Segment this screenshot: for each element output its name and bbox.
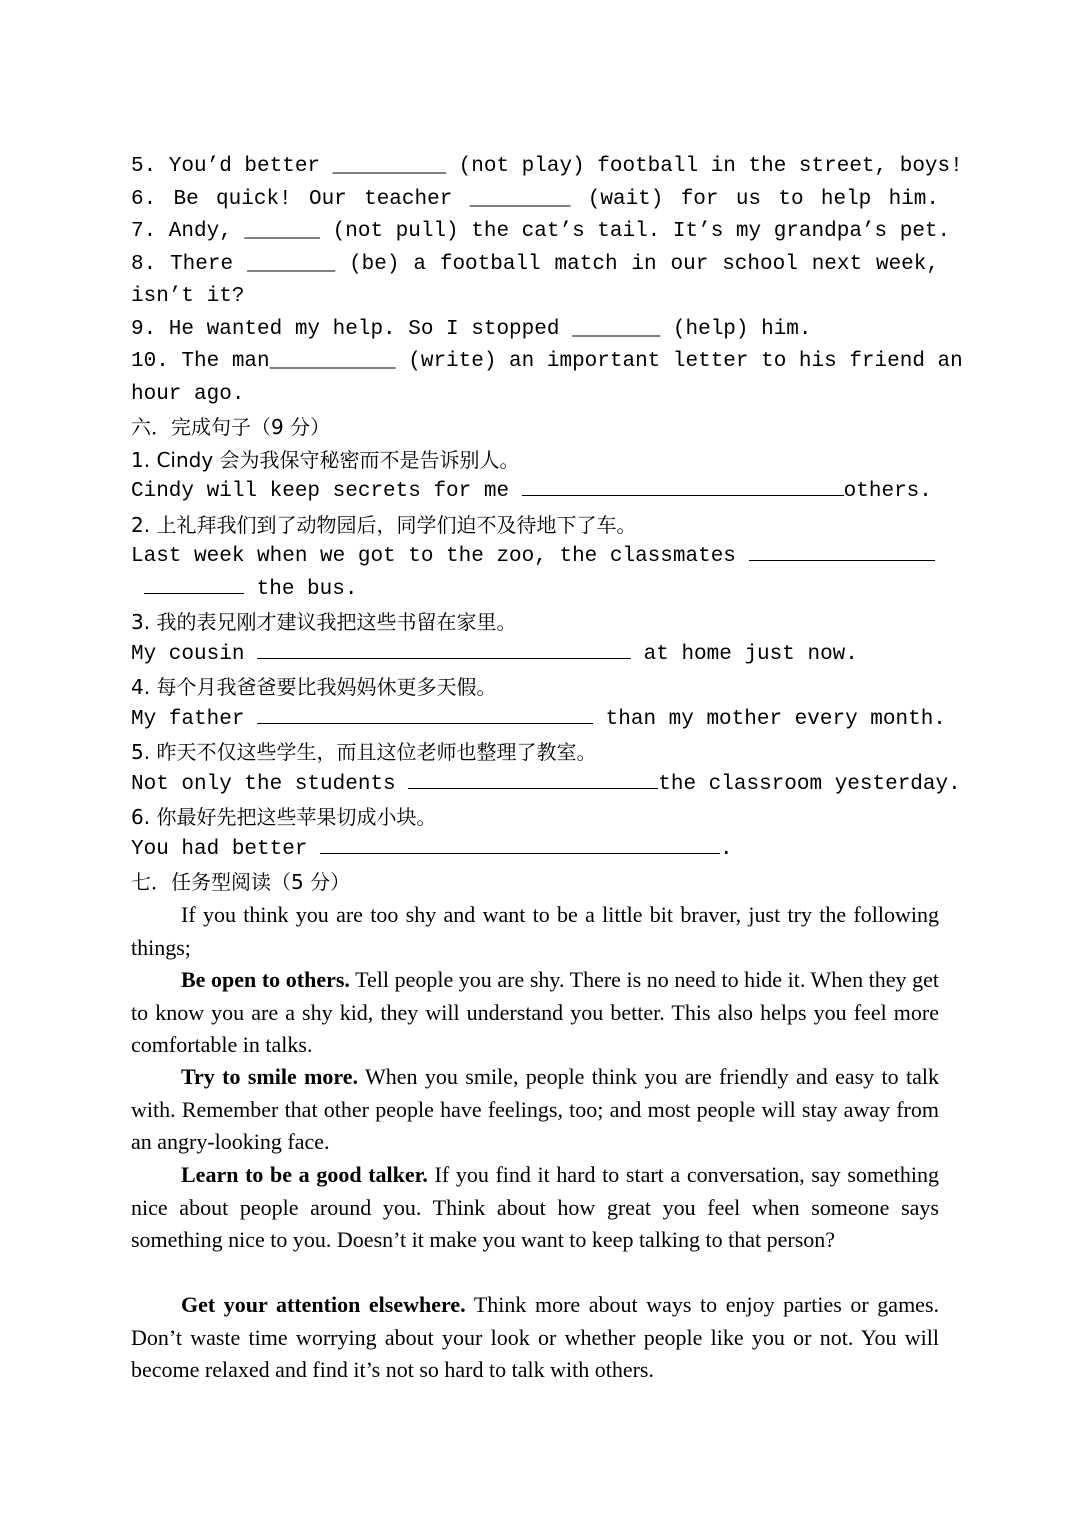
sentence-4-chinese: 4. 每个月我爸爸要比我妈妈休更多天假。 <box>131 675 497 699</box>
paragraph-2-title: Try to smile more. <box>181 1064 359 1089</box>
question-6: 6. Be quick! Our teacher ________ (wait) for us to help him. <box>131 188 939 211</box>
paragraph-4-text: Think more about ways to enjoy parties or games. Don’t waste time worrying about your look or whether people like you or not. You will become relaxed and find it’s not so hard to talk with others. <box>131 1292 940 1382</box>
reading-paragraph-3 <box>131 1159 939 1257</box>
sentence-2-english-line2 <box>131 574 939 606</box>
sentence-1-chinese: 1. Cindy 会为我保守秘密而不是告诉别人。 <box>131 448 520 472</box>
sentence-5-suffix: the classroom yesterday. <box>658 773 961 796</box>
answer-blank[interactable] <box>522 477 844 496</box>
sentence-3-prefix: My cousin <box>131 643 245 666</box>
paragraph-3-title: Learn to be a good talker. <box>181 1162 428 1187</box>
answer-blank[interactable] <box>320 835 720 854</box>
reading-paragraph-4 <box>131 1289 939 1387</box>
sentence-3-suffix: at home just now. <box>643 643 858 666</box>
answer-blank[interactable] <box>408 770 658 789</box>
sentence-6-suffix: . <box>720 838 733 861</box>
sentence-5-chinese: 5. 昨天不仅这些学生，而且这位老师也整理了教室。 <box>131 740 597 764</box>
reading-paragraph-2 <box>131 1061 939 1159</box>
sentence-4-suffix: than my mother every month. <box>605 708 946 731</box>
answer-blank[interactable] <box>749 542 935 561</box>
sentence-1-prefix: Cindy will keep secrets for me <box>131 480 510 503</box>
question-9: 9. He wanted my help. So I stopped _______ (help) him. <box>131 318 812 341</box>
sentence-6-english <box>131 834 939 866</box>
section-6-heading: 六．完成句子（9 分） <box>131 415 331 439</box>
sentence-4-prefix: My father <box>131 708 245 731</box>
reading-paragraph-1 <box>131 964 939 1062</box>
sentence-6-chinese: 6. 你最好先把这些苹果切成小块。 <box>131 805 437 829</box>
sentence-4-english <box>131 704 946 736</box>
sentence-1-suffix: others. <box>843 480 932 503</box>
answer-blank[interactable] <box>257 705 593 724</box>
sentence-1-english <box>131 476 939 508</box>
sentence-3-english <box>131 639 939 671</box>
question-5: 5. You’d better _________ (not play) football in the street, boys! <box>131 155 963 178</box>
paragraph-4-title: Get your attention elsewhere. <box>181 1292 466 1317</box>
sentence-3-chinese: 3. 我的表兄刚才建议我把这些书留在家里。 <box>131 610 517 634</box>
reading-intro <box>131 899 939 964</box>
sentence-2-suffix: the bus. <box>256 578 358 601</box>
sentence-5-english <box>131 769 961 801</box>
sentence-2-prefix: Last week when we got to the zoo, the classmates <box>131 545 736 568</box>
sentence-5-prefix: Not only the students <box>131 773 396 796</box>
paragraph-1-title: Be open to others. <box>181 967 350 992</box>
paragraph-1-text: Tell people you are shy. There is no need to hide it. When they get to know you are a shy kid, they will understand you better. This also helps you feel more comfortable in talks. <box>131 967 939 1057</box>
reading-intro-text: If you think you are too shy and want to be a little bit braver, just try the following things; <box>131 902 939 960</box>
question-8-line2: isn’t it? <box>131 285 245 308</box>
answer-blank[interactable] <box>257 640 631 659</box>
question-8-line1: 8. There _______ (be) a football match in our school next week, <box>131 253 939 276</box>
sentence-2-english-line1 <box>131 541 939 573</box>
sentence-6-prefix: You had better <box>131 838 308 861</box>
section-7-heading: 七．任务型阅读（5 分） <box>131 870 351 894</box>
question-7: 7. Andy, ______ (not pull) the cat’s tail. It’s my grandpa’s pet. <box>131 220 951 243</box>
paragraph-3-text: If you find it hard to start a conversation, say something nice about people around you. Think about how great you feel when someone says something nice to you. Doesn’t it make you want to keep talking to that person? <box>131 1162 939 1252</box>
sentence-2-chinese: 2. 上礼拜我们到了动物园后，同学们迫不及待地下了车。 <box>131 513 637 537</box>
question-10-line2: hour ago. <box>131 383 245 406</box>
paragraph-2-text: When you smile, people think you are friendly and easy to talk with. Remember that other people have feelings, too; and most people will stay away from an angry-looking face. <box>131 1064 940 1154</box>
answer-blank[interactable] <box>144 575 244 594</box>
question-10-line1: 10. The man__________ (write) an important letter to his friend an <box>131 350 963 373</box>
